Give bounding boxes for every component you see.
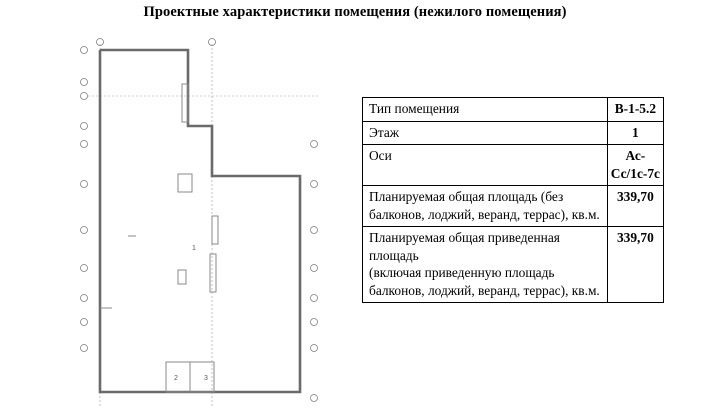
row-label: Тип помещения bbox=[363, 98, 608, 122]
room-label: 1 bbox=[192, 245, 196, 252]
floor-plan bbox=[78, 36, 328, 408]
room-label: 3 bbox=[204, 375, 208, 382]
table-row bbox=[363, 98, 664, 122]
row-label: Этаж bbox=[363, 121, 608, 145]
row-value: 1 bbox=[607, 121, 663, 145]
page-title bbox=[0, 4, 720, 21]
row-label: Планируемая общая площадь (без балконов, лоджий, веранд, террас), кв.м. bbox=[363, 186, 608, 227]
row-value: 339,70 bbox=[607, 186, 663, 227]
table-row bbox=[363, 227, 664, 303]
room-label: 2 bbox=[174, 375, 178, 382]
properties-table bbox=[362, 97, 664, 303]
row-value: Ас-Сс/1с-7с bbox=[607, 145, 663, 186]
page-title-text: Проектные характеристики помещения (нежилого помещения) bbox=[143, 4, 567, 20]
table-row bbox=[363, 121, 664, 145]
row-label: Планируемая общая приведенная площадь (включая приведенную площадь балконов, лоджий, веранд, террас), кв.м. bbox=[363, 227, 608, 303]
row-value: 339,70 bbox=[607, 227, 663, 303]
row-value: В-1-5.2 bbox=[607, 98, 663, 122]
table-row bbox=[363, 186, 664, 227]
row-label: Оси bbox=[363, 145, 608, 186]
table-row bbox=[363, 145, 664, 186]
